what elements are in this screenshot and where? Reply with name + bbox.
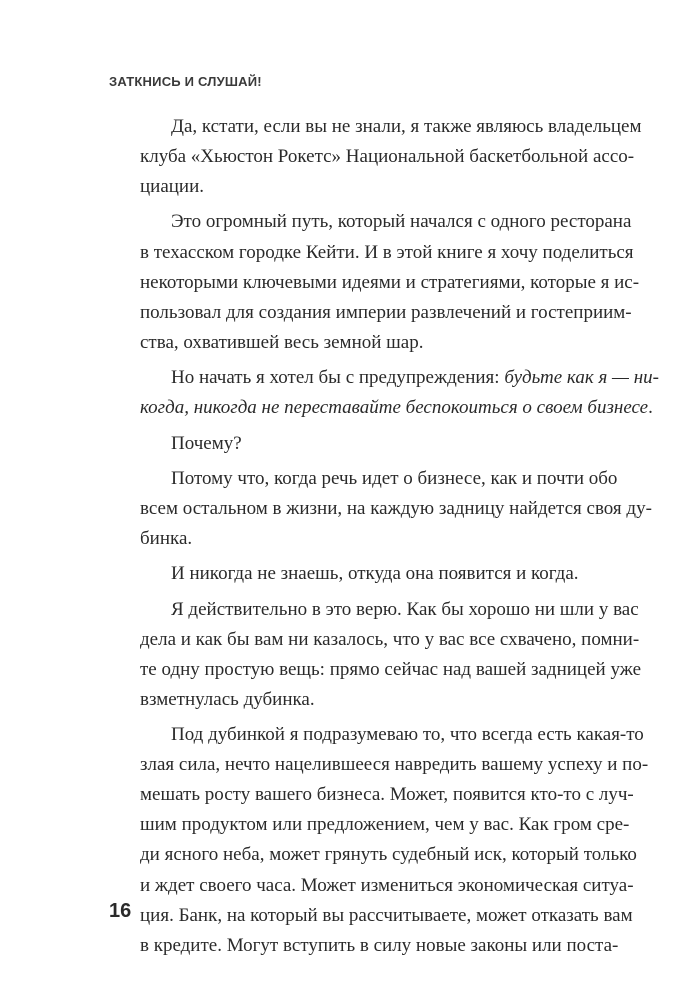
body-text bbox=[109, 112, 659, 966]
text-line: ства, охватившей весь земной шар. bbox=[140, 331, 424, 353]
text-line: циации. bbox=[140, 176, 205, 198]
text-line: ди ясного неба, может грянуть судебный иск, который только bbox=[140, 844, 637, 866]
text-line: некоторыми ключевыми идеями и стратегиями, которые я ис- bbox=[140, 271, 640, 293]
plain-text: Но начать я хотел бы с предупреждения: bbox=[171, 367, 505, 389]
paragraph bbox=[109, 559, 595, 589]
text-line: пользовал для создания империи развлечений и гостеприим- bbox=[140, 301, 632, 323]
paragraph bbox=[109, 429, 595, 459]
text-line: клуба «Хьюстон Рокетс» Национальной баскетбольной ассо- bbox=[140, 146, 635, 168]
text-line: бинка. bbox=[140, 527, 193, 549]
italic-text: когда, никогда не переставайте беспокоиться о своем бизнесе bbox=[140, 397, 649, 419]
paragraph bbox=[109, 112, 642, 202]
text-line: в кредите. Могут вступить в силу новые законы или поста- bbox=[140, 934, 619, 956]
text-line: Под дубинкой я подразумеваю то, что всегда есть какая-то bbox=[171, 724, 644, 746]
italic-text: будьте как я — ни- bbox=[504, 367, 659, 389]
text-line: Потому что, когда речь идет о бизнесе, как и почти обо bbox=[171, 467, 618, 489]
paragraph bbox=[109, 363, 659, 423]
text-line: в техасском городке Кейти. И в этой книге я хочу поделиться bbox=[140, 241, 634, 263]
text-line: всем остальном в жизни, на каждую задницу найдется своя ду- bbox=[140, 497, 652, 519]
text-line: и ждет своего часа. Может измениться экономическая ситуа- bbox=[140, 874, 634, 896]
text-line: взметнулась дубинка. bbox=[140, 688, 315, 710]
text-line: те одну простую вещь: прямо сейчас над вашей задницей уже bbox=[140, 658, 642, 680]
text-line: Почему? bbox=[171, 432, 242, 454]
text-line bbox=[109, 393, 653, 423]
text-line: мешать росту вашего бизнеса. Может, появится кто-то с луч- bbox=[140, 784, 634, 806]
page-number: 16 bbox=[109, 900, 132, 922]
text-line: ция. Банк, на который вы рассчитываете, может отказать вам bbox=[140, 904, 633, 926]
text-line: Это огромный путь, который начался с одного ресторана bbox=[171, 211, 632, 233]
text-line: злая сила, нечто нацелившееся навредить вашему успеху и по- bbox=[140, 754, 649, 776]
text-line: Да, кстати, если вы не знали, я также являюсь владельцем bbox=[171, 116, 642, 137]
paragraph bbox=[109, 207, 640, 357]
running-head: ЗАТКНИСЬ И СЛУШАЙ! bbox=[109, 74, 262, 89]
paragraph bbox=[109, 595, 642, 715]
paragraph bbox=[109, 464, 652, 554]
text-line bbox=[109, 363, 659, 393]
text-line: Я действительно в это верю. Как бы хорошо ни шли у вас bbox=[171, 598, 639, 620]
text-line: И никогда не знаешь, откуда она появится и когда. bbox=[171, 563, 579, 585]
text-line: дела и как бы вам ни казалось, что у вас все схвачено, помни- bbox=[140, 628, 640, 650]
plain-text: . bbox=[648, 397, 653, 419]
text-line: шим продуктом или предложением, чем у вас. Как гром сре- bbox=[140, 814, 630, 836]
paragraph bbox=[109, 720, 649, 961]
